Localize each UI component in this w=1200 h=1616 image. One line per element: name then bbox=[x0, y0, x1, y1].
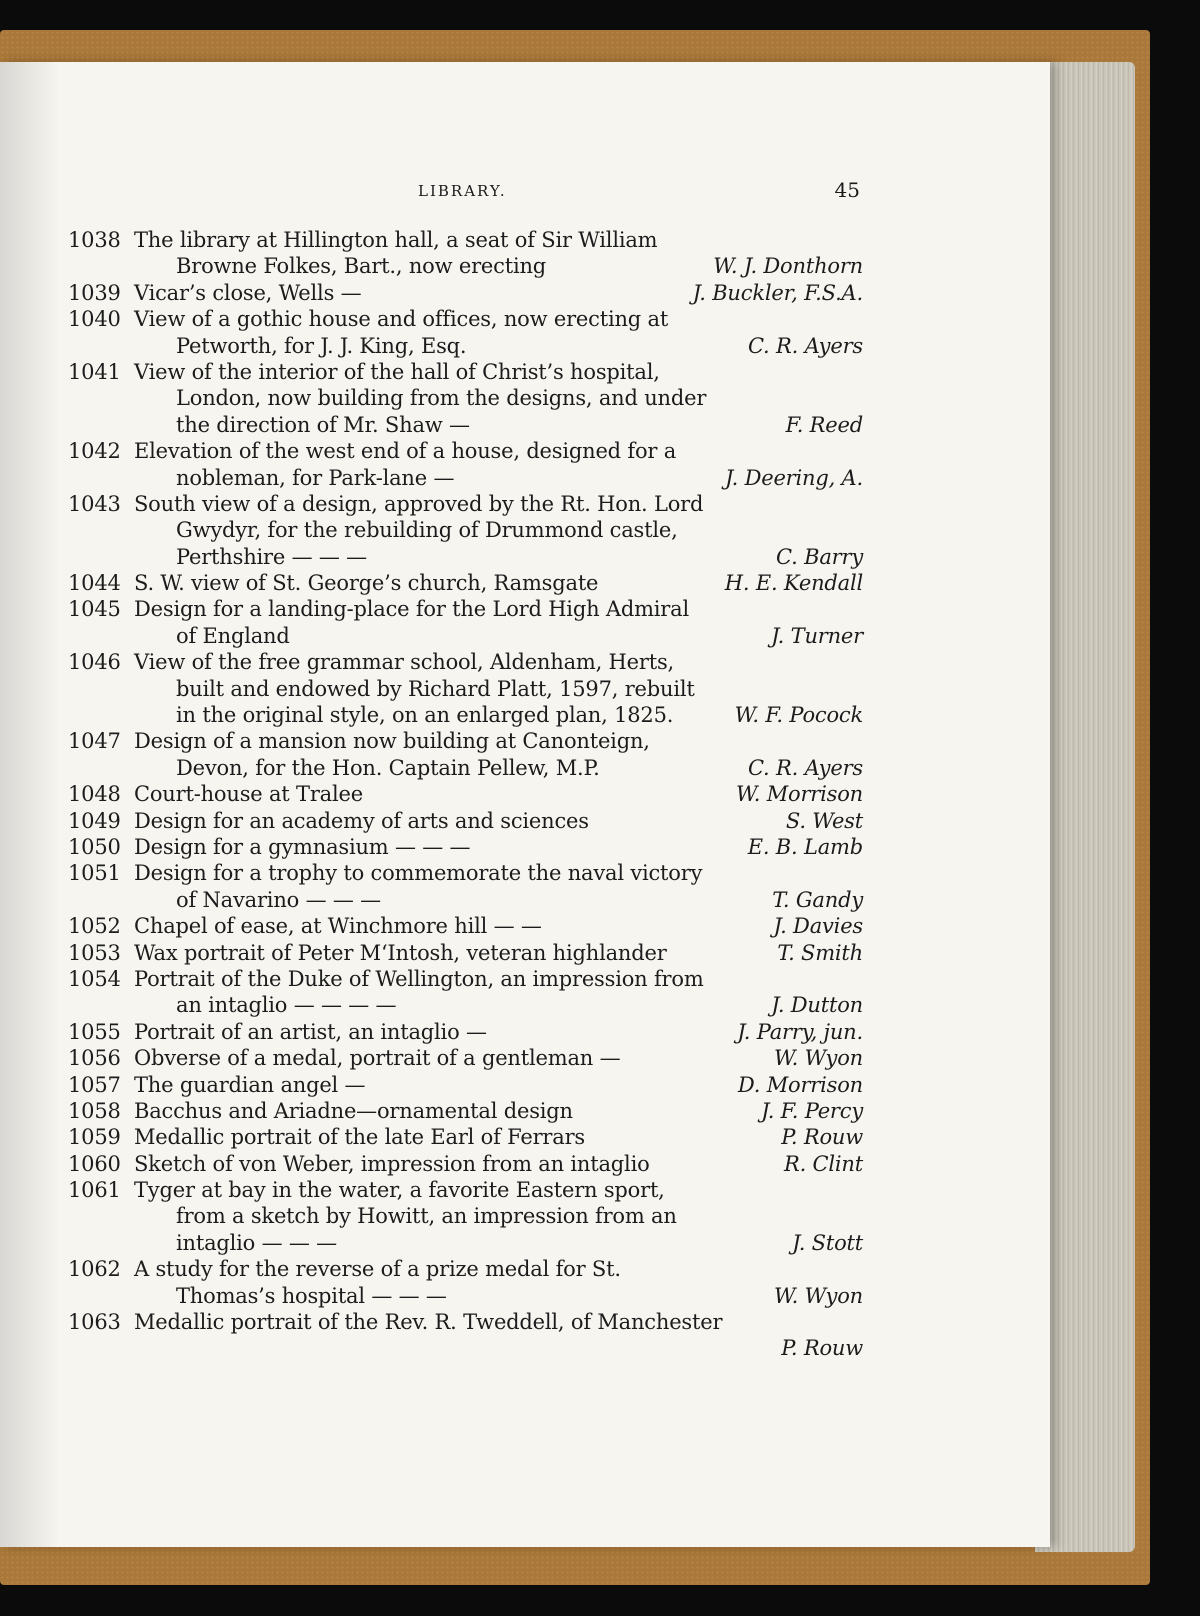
catalogue-line bbox=[68, 728, 863, 754]
entry-artist: J. Deering, A. bbox=[725, 465, 863, 490]
entry-number: 1044 bbox=[68, 571, 121, 596]
entry-number: 1041 bbox=[68, 359, 121, 384]
entry-title: View of the free grammar school, Aldenham, Herts, bbox=[134, 650, 675, 675]
catalogue-line bbox=[68, 1335, 863, 1361]
catalogue-line bbox=[68, 1151, 863, 1177]
entry-artist: P. Rouw bbox=[781, 1336, 863, 1361]
catalogue-line bbox=[68, 385, 863, 411]
page-header bbox=[70, 178, 860, 206]
entry-title: the direction of Mr. Shaw — bbox=[176, 412, 470, 437]
entry-title: South view of a design, approved by the Rt. Hon. Lord bbox=[134, 491, 704, 516]
catalogue-line bbox=[68, 306, 863, 332]
page-edges bbox=[1035, 62, 1135, 1552]
entry-title: built and endowed by Richard Platt, 1597, rebuilt bbox=[176, 676, 695, 701]
entry-number: 1056 bbox=[68, 1046, 121, 1071]
entry-artist: H. E. Kendall bbox=[724, 571, 863, 596]
entry-number: 1055 bbox=[68, 1019, 121, 1044]
entry-number: 1043 bbox=[68, 491, 121, 516]
catalogue-line bbox=[68, 834, 863, 860]
catalogue-line bbox=[68, 992, 863, 1018]
entry-title: Bacchus and Ariadne—ornamental design bbox=[134, 1098, 573, 1123]
entry-title: Design for a landing-place for the Lord High Admiral bbox=[134, 597, 689, 622]
catalogue-line bbox=[68, 570, 863, 596]
entry-number: 1042 bbox=[68, 439, 121, 464]
entry-artist: J. Buckler, F.S.A. bbox=[692, 280, 863, 305]
catalogue-line bbox=[68, 280, 863, 306]
catalogue-line bbox=[68, 517, 863, 543]
entry-title: Design of a mansion now building at Canonteign, bbox=[134, 729, 650, 754]
catalogue-line bbox=[68, 649, 863, 675]
running-title: LIBRARY. bbox=[418, 182, 507, 200]
catalogue-line bbox=[68, 1098, 863, 1124]
entry-title: Browne Folkes, Bart., now erecting bbox=[176, 254, 547, 279]
entry-title: View of a gothic house and offices, now erecting at bbox=[134, 307, 669, 332]
entry-title: Chapel of ease, at Winchmore hill — — bbox=[134, 914, 542, 939]
entry-artist: E. B. Lamb bbox=[747, 834, 863, 859]
catalogue-line bbox=[68, 860, 863, 886]
entry-number: 1059 bbox=[68, 1125, 121, 1150]
entry-number: 1060 bbox=[68, 1151, 121, 1176]
entry-title: Gwydyr, for the rebuilding of Drummond castle, bbox=[176, 518, 678, 543]
entry-artist: C. R. Ayers bbox=[747, 333, 863, 358]
entry-title: Petworth, for J. J. King, Esq. bbox=[176, 333, 467, 358]
entry-title: Obverse of a medal, portrait of a gentleman — bbox=[134, 1046, 621, 1071]
entry-title: an intaglio — — — — bbox=[176, 993, 397, 1018]
entry-artist: C. Barry bbox=[776, 544, 863, 569]
entry-title: View of the interior of the hall of Christ’s hospital, bbox=[134, 359, 660, 384]
entry-title: Wax portrait of Peter M‘Intosh, veteran highlander bbox=[134, 940, 667, 965]
catalogue-line bbox=[68, 808, 863, 834]
catalogue-line bbox=[68, 1124, 863, 1150]
entry-number: 1047 bbox=[68, 729, 121, 754]
catalogue-line bbox=[68, 1256, 863, 1282]
catalogue-line bbox=[68, 755, 863, 781]
entry-title: The guardian angel — bbox=[134, 1072, 366, 1097]
catalogue-line bbox=[68, 1203, 863, 1229]
entry-number: 1053 bbox=[68, 940, 121, 965]
entry-title: Court-house at Tralee bbox=[134, 782, 363, 807]
entry-artist: C. R. Ayers bbox=[747, 755, 863, 780]
entry-title: Sketch of von Weber, impression from an intaglio bbox=[134, 1151, 650, 1176]
entry-number: 1058 bbox=[68, 1098, 121, 1123]
entry-number: 1051 bbox=[68, 861, 121, 886]
entry-artist: T. Smith bbox=[777, 940, 863, 965]
entry-number: 1049 bbox=[68, 808, 121, 833]
entry-title: Design for a gymnasium — — — bbox=[134, 834, 471, 859]
entry-number: 1057 bbox=[68, 1072, 121, 1097]
entry-number: 1048 bbox=[68, 782, 121, 807]
entry-artist: J. Dutton bbox=[771, 993, 863, 1018]
entry-number: 1039 bbox=[68, 280, 121, 305]
catalogue-line bbox=[68, 596, 863, 622]
catalogue-line bbox=[68, 544, 863, 570]
catalogue-line bbox=[68, 1019, 863, 1045]
entry-number: 1040 bbox=[68, 307, 121, 332]
catalogue-line bbox=[68, 913, 863, 939]
entry-title: Tyger at bay in the water, a favorite Eastern sport, bbox=[134, 1178, 665, 1203]
entry-number: 1061 bbox=[68, 1178, 121, 1203]
catalogue-line bbox=[68, 940, 863, 966]
gutter-shadow bbox=[0, 62, 60, 1547]
catalogue-line bbox=[68, 1072, 863, 1098]
entry-artist: D. Morrison bbox=[737, 1072, 863, 1097]
catalogue-line bbox=[68, 359, 863, 385]
entry-title: A study for the reverse of a prize medal for St. bbox=[134, 1257, 621, 1282]
entry-number: 1046 bbox=[68, 650, 121, 675]
entry-artist: J. Davies bbox=[773, 914, 863, 939]
entry-title: of England bbox=[176, 623, 290, 648]
entry-artist: W. F. Pocock bbox=[734, 703, 863, 728]
catalogue-line bbox=[68, 702, 863, 728]
entry-artist: W. Morrison bbox=[736, 782, 863, 807]
entry-artist: J. F. Percy bbox=[761, 1098, 863, 1123]
entry-title: Portrait of the Duke of Wellington, an impression from bbox=[134, 966, 704, 991]
catalogue-line bbox=[68, 1309, 863, 1335]
entry-artist: P. Rouw bbox=[781, 1125, 863, 1150]
catalogue-line bbox=[68, 887, 863, 913]
entry-artist: T. Gandy bbox=[772, 887, 863, 912]
entry-artist: F. Reed bbox=[785, 412, 863, 437]
catalogue-line bbox=[68, 333, 863, 359]
catalogue-line bbox=[68, 438, 863, 464]
catalogue-line bbox=[68, 491, 863, 517]
entry-title: Vicar’s close, Wells — bbox=[134, 280, 362, 305]
entry-artist: J. Stott bbox=[792, 1230, 863, 1255]
entry-artist: W. J. Donthorn bbox=[713, 254, 863, 279]
entry-title: S. W. view of St. George’s church, Ramsgate bbox=[134, 571, 599, 596]
entry-artist: S. West bbox=[785, 808, 863, 833]
entry-number: 1052 bbox=[68, 914, 121, 939]
entry-title: Medallic portrait of the late Earl of Ferrars bbox=[134, 1125, 586, 1150]
catalogue-line bbox=[68, 1045, 863, 1071]
entry-number: 1062 bbox=[68, 1257, 121, 1282]
catalogue-line bbox=[68, 676, 863, 702]
entry-artist: W. Wyon bbox=[773, 1283, 863, 1308]
entry-number: 1038 bbox=[68, 228, 121, 252]
entry-title: nobleman, for Park-lane — bbox=[176, 465, 455, 490]
entry-number: 1050 bbox=[68, 834, 121, 859]
entry-title: Devon, for the Hon. Captain Pellew, M.P. bbox=[176, 755, 600, 780]
catalogue-line bbox=[68, 1230, 863, 1256]
entry-title: Portrait of an artist, an intaglio — bbox=[134, 1019, 487, 1044]
entry-title: The library at Hillington hall, a seat of Sir William bbox=[134, 228, 658, 252]
catalogue-line bbox=[68, 253, 863, 279]
page-number: 45 bbox=[834, 178, 860, 202]
entry-artist: W. Wyon bbox=[773, 1046, 863, 1071]
catalogue-line bbox=[68, 465, 863, 491]
entry-title: in the original style, on an enlarged plan, 1825. bbox=[176, 703, 674, 728]
entry-title: Elevation of the west end of a house, designed for a bbox=[134, 439, 677, 464]
entry-number: 1054 bbox=[68, 966, 121, 991]
entry-artist: J. Turner bbox=[771, 623, 863, 648]
entry-title: London, now building from the designs, and under bbox=[176, 386, 707, 411]
entry-title: Medallic portrait of the Rev. R. Tweddell, of Manchester bbox=[134, 1310, 723, 1335]
catalogue-line bbox=[68, 781, 863, 807]
catalogue-line bbox=[68, 412, 863, 438]
entry-number: 1045 bbox=[68, 597, 121, 622]
entry-artist: R. Clint bbox=[783, 1151, 863, 1176]
entry-title: intaglio — — — bbox=[176, 1230, 337, 1255]
entry-title: Thomas’s hospital — — — bbox=[176, 1283, 447, 1308]
catalogue-line bbox=[68, 623, 863, 649]
catalogue-line bbox=[68, 1283, 863, 1309]
catalogue-line bbox=[68, 1177, 863, 1203]
catalogue-line bbox=[68, 227, 863, 253]
entry-title: Perthshire — — — bbox=[176, 544, 367, 569]
entry-title: from a sketch by Howitt, an impression from an bbox=[176, 1204, 677, 1229]
entry-artist: J. Parry, jun. bbox=[737, 1019, 863, 1044]
entry-title: of Navarino — — — bbox=[176, 887, 381, 912]
entry-title: Design for a trophy to commemorate the naval victory bbox=[134, 861, 703, 886]
catalogue-entries bbox=[68, 227, 863, 1362]
catalogue-line bbox=[68, 966, 863, 992]
entry-number: 1063 bbox=[68, 1310, 121, 1335]
entry-title: Design for an academy of arts and sciences bbox=[134, 808, 589, 833]
